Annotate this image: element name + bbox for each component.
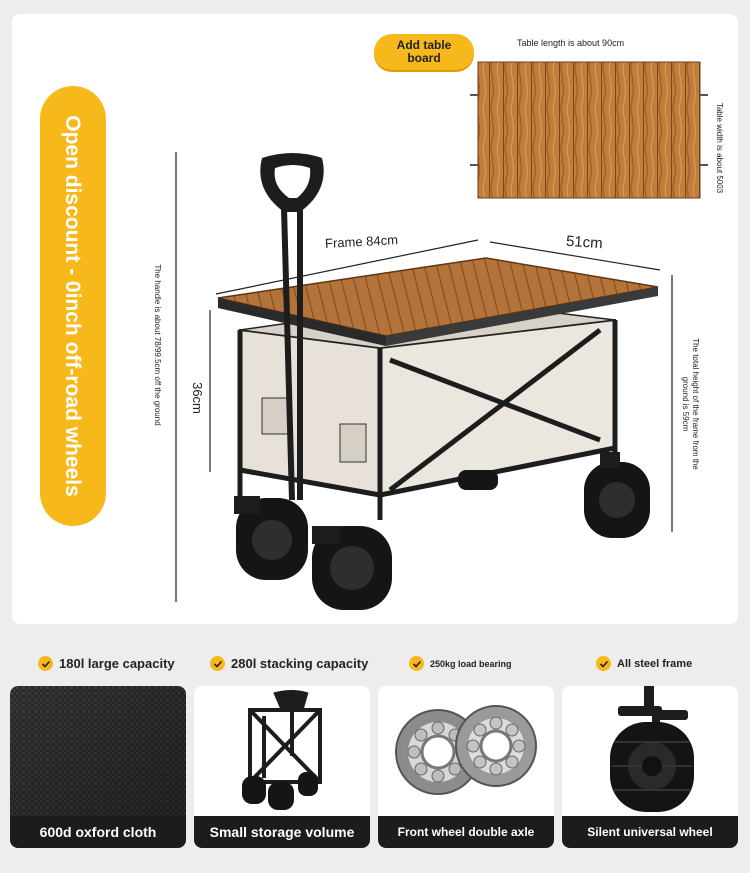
feature-label: 180l large capacity [59, 656, 175, 671]
feature-item [409, 656, 512, 671]
feature-item [596, 656, 692, 671]
folded-wagon-image [194, 686, 370, 816]
card-label: Small storage volume [194, 816, 370, 848]
oxford-cloth-image [10, 686, 186, 816]
table-length-note: Table length is about 90cm [517, 38, 625, 48]
check-icon [409, 656, 424, 671]
card-label: Silent universal wheel [562, 816, 738, 848]
feature-card-storage [194, 686, 370, 848]
feature-label: 250kg load bearing [430, 658, 512, 669]
feature-card-double-axle [378, 686, 554, 848]
frame-height-note: The total height of the frame from the ground is 59cm [681, 338, 700, 470]
table-board-image [470, 62, 708, 198]
promo-banner-text: Open discount - 0inch off-road wheels [61, 115, 85, 497]
table-width-note: Table width is about 5003 [715, 102, 724, 194]
check-icon [596, 656, 611, 671]
card-label: Front wheel double axle [378, 816, 554, 848]
feature-label: All steel frame [617, 657, 693, 670]
feature-card-oxford-cloth [10, 686, 186, 848]
add-table-board-button[interactable]: Add table board [374, 34, 474, 70]
promo-banner [40, 86, 106, 526]
width-label: 51cm [565, 232, 604, 253]
feature-item [38, 656, 175, 671]
wheel-image [562, 686, 738, 816]
check-icon [210, 656, 225, 671]
frame-length-label: Frame 84cm [324, 232, 399, 251]
card-label: 600d oxford cloth [10, 816, 186, 848]
check-icon [38, 656, 53, 671]
handle-height-note: The handle is about 78/99.5cm off the ground [153, 264, 162, 426]
feature-label: 280l stacking capacity [231, 656, 369, 671]
feature-item [210, 656, 368, 671]
feature-card-universal-wheel [562, 686, 738, 848]
wagon-cart [218, 153, 658, 610]
height-label: 36cm [190, 382, 205, 414]
bearing-image [378, 686, 554, 816]
bearing-icon [396, 706, 536, 794]
